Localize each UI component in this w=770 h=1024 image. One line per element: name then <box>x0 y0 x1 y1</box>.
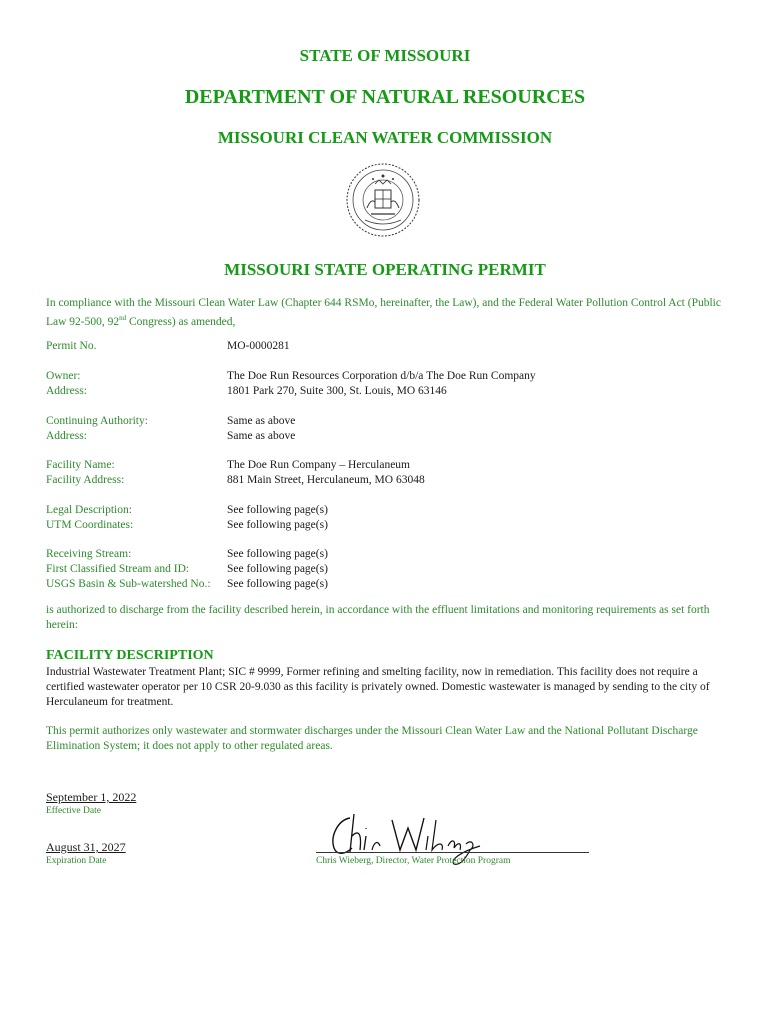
facility-address-label: Facility Address: <box>46 474 125 486</box>
usgs-label: USGS Basin & Sub-watershed No.: <box>46 578 211 590</box>
receiving-stream-value: See following page(s) <box>227 548 328 560</box>
permit-title: MISSOURI STATE OPERATING PERMIT <box>224 260 546 279</box>
usgs-value: See following page(s) <box>227 578 328 590</box>
state-heading: STATE OF MISSOURI <box>299 46 471 65</box>
receiving-stream-label: Receiving Stream: <box>46 548 132 560</box>
first-classified-label: First Classified Stream and ID: <box>46 563 190 575</box>
legal-description-label: Legal Description: <box>46 504 132 516</box>
facility-name-value: The Doe Run Company – Herculaneum <box>227 459 410 471</box>
facility-description-title: FACILITY DESCRIPTION <box>46 648 214 663</box>
owner-address-label: Address: <box>46 385 87 397</box>
continuing-authority-value: Same as above <box>227 415 296 427</box>
state-seal-icon <box>345 162 421 238</box>
legal-description-value: See following page(s) <box>227 504 328 516</box>
first-classified-value: See following page(s) <box>227 563 328 575</box>
intro-superscript: nd <box>119 314 127 322</box>
utm-label: UTM Coordinates: <box>46 519 134 531</box>
utm-value: See following page(s) <box>227 519 328 531</box>
ca-address-value: Same as above <box>227 430 296 442</box>
expiration-date: August 31, 2027 <box>46 840 126 854</box>
intro-text-end: Congress) as amended, <box>126 315 236 328</box>
effective-date-label: Effective Date <box>46 806 101 816</box>
commission-heading: MISSOURI CLEAN WATER COMMISSION <box>217 128 553 147</box>
expiration-date-label: Expiration Date <box>46 856 107 866</box>
signature-line <box>316 852 589 853</box>
ca-address-label: Address: <box>46 430 87 442</box>
continuing-authority-label: Continuing Authority: <box>46 415 148 427</box>
authorization-paragraph: is authorized to discharge from the facility described herein, in accordance with the effluent limitations and monitoring requirements as set forth herein: <box>46 604 710 631</box>
permit-no-value: MO-0000281 <box>227 340 290 352</box>
department-heading: DEPARTMENT OF NATURAL RESOURCES <box>184 86 586 108</box>
owner-label: Owner: <box>46 370 81 382</box>
facility-description-body: Industrial Wastewater Treatment Plant; SIC # 9999, Former refining and smelting facility, now in remediation. This facility does not require a certified wastewater operator per 10 CSR 20-9.030 as this facility is privately owned. Domestic wastewater is managed by sending to the city of Herculaneum for treatment. <box>46 666 710 708</box>
owner-value: The Doe Run Resources Corporation d/b/a The Doe Run Company <box>227 370 536 382</box>
scope-note: This permit authorizes only wastewater and stormwater discharges under the Missouri Clean Water Law and the National Pollutant Discharge Elimination System; it does not apply to other regulated areas. <box>46 725 698 752</box>
facility-name-label: Facility Name: <box>46 459 115 471</box>
facility-address-value: 881 Main Street, Herculaneum, MO 63048 <box>227 474 425 486</box>
intro-paragraph <box>46 296 726 330</box>
intro-text: In compliance with the Missouri Clean Water Law (Chapter 644 RSMo, hereinafter, the Law), and the Federal Water Pollution Control Act (Public Law 92-500, 92 <box>46 297 721 328</box>
permit-no-label: Permit No. <box>46 340 97 352</box>
owner-address-value: 1801 Park 270, Suite 300, St. Louis, MO 63146 <box>227 385 447 397</box>
signer-label: Chris Wieberg, Director, Water Protection Program <box>316 856 511 866</box>
effective-date: September 1, 2022 <box>46 790 137 804</box>
